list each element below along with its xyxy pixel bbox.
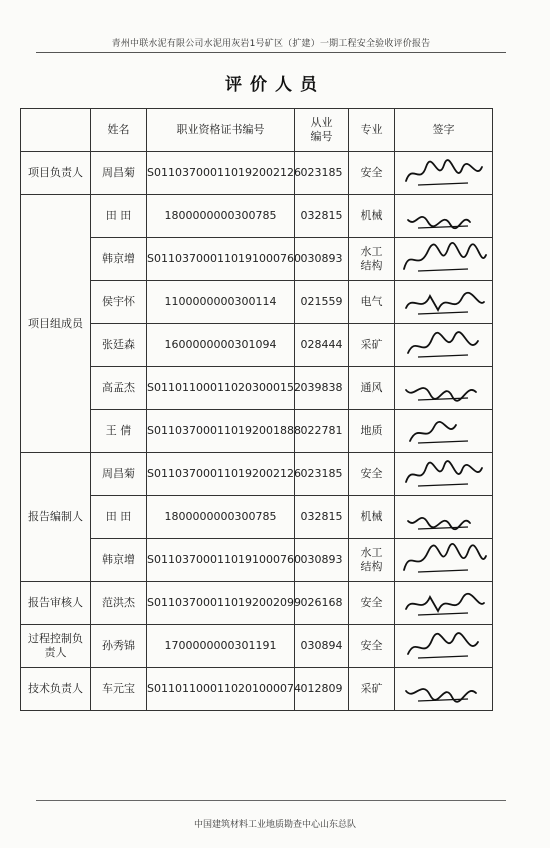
footer-org: 中国建筑材料工业地质勘查中心山东总队	[193, 820, 356, 830]
table-row	[21, 281, 493, 324]
name-cell: 王 倩	[91, 410, 147, 453]
signature-image	[398, 456, 490, 492]
table-row	[21, 539, 493, 582]
major-cell: 机械	[349, 496, 395, 539]
table-row	[21, 152, 493, 195]
role-cell: 技术负责人	[21, 668, 91, 711]
name-cell: 田 田	[91, 496, 147, 539]
signature-image	[398, 499, 490, 535]
page-title: 评价人员	[225, 75, 325, 95]
name-cell: 车元宝	[91, 668, 147, 711]
id-cell: 030893	[295, 238, 349, 281]
table-row	[21, 453, 493, 496]
id-cell: 023185	[295, 152, 349, 195]
name-cell: 张廷森	[91, 324, 147, 367]
cert-cell: S011037000110192001888	[147, 410, 295, 453]
role-cell: 项目负责人	[21, 152, 91, 195]
cert-cell: 1700000000301191	[147, 625, 295, 668]
cert-cell: S011037000110191000760	[147, 238, 295, 281]
cert-cell: 1100000000300114	[147, 281, 295, 324]
signature-cell	[395, 367, 493, 410]
table-row	[21, 367, 493, 410]
cert-cell: S011037000110192002126	[147, 453, 295, 496]
table-row	[21, 195, 493, 238]
id-cell: 030894	[295, 625, 349, 668]
signature-cell	[395, 238, 493, 281]
id-cell: 039838	[295, 367, 349, 410]
id-cell: 030893	[295, 539, 349, 582]
cert-cell: 1600000000301094	[147, 324, 295, 367]
header-cell-name: 姓名	[91, 109, 147, 152]
report-header: 青州中联水泥有限公司水泥用灰岩1号矿区（扩建）一期工程安全验收评价报告	[36, 36, 506, 53]
id-cell: 032815	[295, 496, 349, 539]
major-cell: 采矿	[349, 668, 395, 711]
evaluator-table	[20, 108, 493, 711]
signature-cell	[395, 281, 493, 324]
id-cell: 022781	[295, 410, 349, 453]
cert-cell: S011011000110201000074	[147, 668, 295, 711]
header-cell-id: 从业 编号	[295, 109, 349, 152]
header-cell-role	[21, 109, 91, 152]
id-cell: 021559	[295, 281, 349, 324]
signature-cell	[395, 496, 493, 539]
footer-divider	[36, 800, 506, 801]
table-row	[21, 668, 493, 711]
signature-image	[398, 327, 490, 363]
signature-cell	[395, 152, 493, 195]
signature-image	[398, 155, 490, 191]
id-cell: 026168	[295, 582, 349, 625]
major-cell: 水工 结构	[349, 238, 395, 281]
cert-cell: S011037000110192002099	[147, 582, 295, 625]
header-cell-cert: 职业资格证书编号	[147, 109, 295, 152]
role-cell: 过程控制负 责人	[21, 625, 91, 668]
signature-image	[398, 370, 490, 406]
signature-cell	[395, 539, 493, 582]
id-cell: 023185	[295, 453, 349, 496]
signature-image	[398, 542, 490, 578]
header-cell-major: 专业	[349, 109, 395, 152]
header-row	[21, 109, 493, 152]
header-cell-signature: 签字	[395, 109, 493, 152]
role-cell: 报告审核人	[21, 582, 91, 625]
id-cell: 032815	[295, 195, 349, 238]
major-cell: 通风	[349, 367, 395, 410]
table-row	[21, 625, 493, 668]
cert-cell: S011011000110203000152	[147, 367, 295, 410]
table-row	[21, 324, 493, 367]
major-cell: 安全	[349, 152, 395, 195]
major-cell: 采矿	[349, 324, 395, 367]
name-cell: 田 田	[91, 195, 147, 238]
signature-image	[398, 413, 490, 449]
name-cell: 高孟杰	[91, 367, 147, 410]
name-cell: 侯宇怀	[91, 281, 147, 324]
signature-cell	[395, 324, 493, 367]
table-row	[21, 410, 493, 453]
name-cell: 孙秀锦	[91, 625, 147, 668]
role-cell: 报告编制人	[21, 453, 91, 582]
signature-image	[398, 198, 490, 234]
cert-cell: S011037000110192002126	[147, 152, 295, 195]
signature-cell	[395, 195, 493, 238]
signature-image	[398, 241, 490, 277]
major-cell: 水工 结构	[349, 539, 395, 582]
name-cell: 周昌菊	[91, 453, 147, 496]
signature-cell	[395, 410, 493, 453]
cert-cell: 1800000000300785	[147, 496, 295, 539]
major-cell: 机械	[349, 195, 395, 238]
role-cell: 项目组成员	[21, 195, 91, 453]
cert-cell: 1800000000300785	[147, 195, 295, 238]
table-row	[21, 496, 493, 539]
id-cell: 012809	[295, 668, 349, 711]
signature-cell	[395, 668, 493, 711]
signature-cell	[395, 582, 493, 625]
name-cell: 范洪杰	[91, 582, 147, 625]
major-cell: 安全	[349, 625, 395, 668]
major-cell: 电气	[349, 281, 395, 324]
name-cell: 韩京增	[91, 238, 147, 281]
signature-image	[398, 628, 490, 664]
signature-cell	[395, 625, 493, 668]
major-cell: 安全	[349, 453, 395, 496]
table-row	[21, 238, 493, 281]
major-cell: 地质	[349, 410, 395, 453]
signature-image	[398, 585, 490, 621]
cert-cell: S011037000110191000760	[147, 539, 295, 582]
name-cell: 周昌菊	[91, 152, 147, 195]
name-cell: 韩京增	[91, 539, 147, 582]
signature-image	[398, 284, 490, 320]
signature-cell	[395, 453, 493, 496]
table-row	[21, 582, 493, 625]
major-cell: 安全	[349, 582, 395, 625]
signature-image	[398, 671, 490, 707]
id-cell: 028444	[295, 324, 349, 367]
